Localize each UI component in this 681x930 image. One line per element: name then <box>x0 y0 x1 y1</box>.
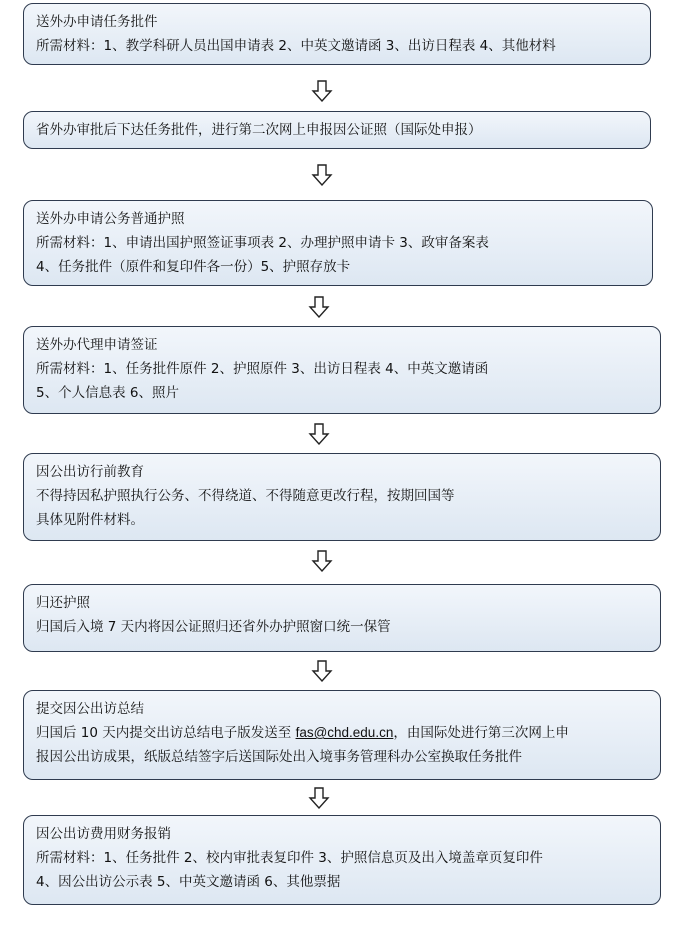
step-8-materials-line-2: 4、因公出访公示表 5、中英文邀请函 6、其他票据 <box>36 874 341 890</box>
step-1-materials: 所需材料：1、教学科研人员出国申请表 2、中英文邀请函 3、出访日程表 4、其他材料 <box>36 38 556 54</box>
step-5-box <box>23 453 661 541</box>
email-link[interactable]: fas@chd.edu.cn <box>295 725 394 740</box>
step-1-box <box>23 3 651 65</box>
step-4-title: 送外办代理申请签证 <box>36 337 158 353</box>
step-3-materials-line-1: 所需材料：1、申请出国护照签证事项表 2、办理护照申请卡 3、政审备案表 <box>36 235 489 251</box>
step-6-box <box>23 584 661 652</box>
step-7-detail-suffix: ，由国际处进行第三次网上申 <box>393 725 569 741</box>
down-arrow-icon <box>308 787 330 809</box>
step-8-materials-line-1: 所需材料：1、任务批件 2、校内审批表复印件 3、护照信息页及出入境盖章页复印件 <box>36 850 543 866</box>
step-3-box <box>23 200 653 286</box>
step-4-box <box>23 326 661 414</box>
step-4-materials-line-1: 所需材料：1、任务批件原件 2、护照原件 3、出访日程表 4、中英文邀请函 <box>36 361 489 377</box>
step-7-detail-prefix: 归国后 10 天内提交出访总结电子版发送至 <box>36 725 296 741</box>
down-arrow-icon <box>308 296 330 318</box>
step-5-title: 因公出访行前教育 <box>36 464 144 480</box>
step-7-detail-line-1 <box>36 721 648 745</box>
step-5-note: 具体见附件材料。 <box>36 512 144 528</box>
step-3-materials-line-2: 4、任务批件（原件和复印件各一份）5、护照存放卡 <box>36 259 351 275</box>
step-2-box <box>23 111 651 149</box>
step-8-box <box>23 815 661 905</box>
step-2-title: 省外办审批后下达任务批件，进行第二次网上申报因公证照（国际处申报） <box>36 122 482 138</box>
step-3-title: 送外办申请公务普通护照 <box>36 211 185 227</box>
down-arrow-icon <box>311 660 333 682</box>
step-6-detail: 归国后入境 7 天内将因公证照归还省外办护照窗口统一保管 <box>36 619 391 635</box>
down-arrow-icon <box>308 423 330 445</box>
step-5-rules: 不得持因私护照执行公务、不得绕道、不得随意更改行程，按期回国等 <box>36 488 455 504</box>
step-4-materials-line-2: 5、个人信息表 6、照片 <box>36 385 179 401</box>
down-arrow-icon <box>311 550 333 572</box>
step-7-box <box>23 690 661 780</box>
step-1-title: 送外办申请任务批件 <box>36 14 158 30</box>
step-7-detail-line-2: 报因公出访成果，纸版总结签字后送国际处出入境事务管理科办公室换取任务批件 <box>36 749 522 765</box>
step-6-title: 归还护照 <box>36 595 90 611</box>
step-7-title: 提交因公出访总结 <box>36 701 144 717</box>
down-arrow-icon <box>311 164 333 186</box>
step-8-title: 因公出访费用财务报销 <box>36 826 171 842</box>
down-arrow-icon <box>311 80 333 102</box>
